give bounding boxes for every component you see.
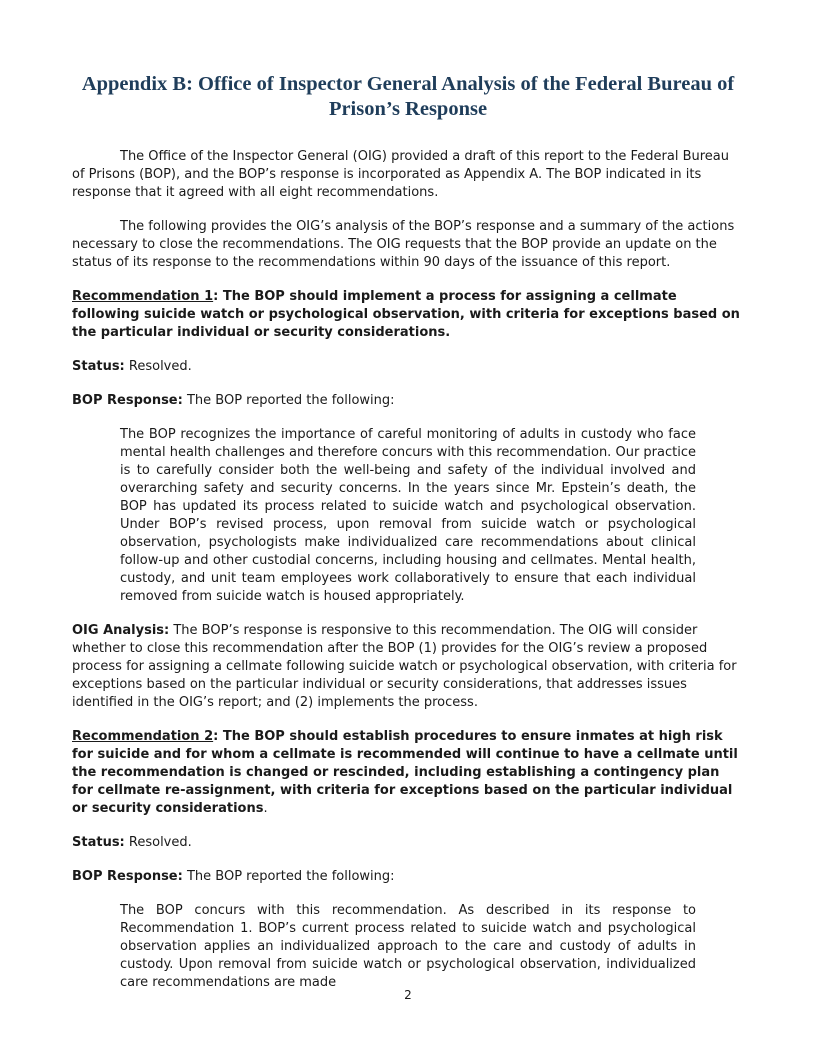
document-page [72,72,744,1008]
recommendation-1-text: : The BOP should implement a process for assigning a cellmate following suicide watch or psychological observation, with criteria for exceptions based on the particular individual or security considerations. [72,289,740,340]
recommendation-1-status [72,358,744,376]
recommendation-1-label: Recommendation 1 [72,289,214,304]
status-value: Resolved. [124,359,192,374]
recommendation-2-bop-quote: The BOP concurs with this recommendation. As described in its response to Recommendation 1. BOP’s current process related to suicide watch and psychological observation applies an individualized approach to the care and custody of adults in custody. Upon removal from suicide watch or psychological observation, individualized care recommendations are made [120,903,696,990]
recommendation-1-heading [72,288,744,342]
intro-paragraph-2: The following provides the OIG’s analysis of the BOP’s response and a summary of the actions necessary to close the recommendations. The OIG requests that the BOP provide an update on the status of its response to the recommendations within 90 days of the issuance of this report. [72,219,735,270]
page-title: Appendix B: Office of Inspector General Analysis of the Federal Bureau of Prison’s Response [81,73,735,120]
bop-response-label: BOP Response: [72,869,183,884]
recommendation-1-bop-response [72,392,744,410]
recommendation-2-heading [72,728,744,818]
page-number: 2 [404,988,412,1002]
bop-response-text: The BOP reported the following: [182,869,395,884]
bop-response-label: BOP Response: [72,393,183,408]
oig-analysis-label: OIG Analysis: [72,623,170,638]
status-value: Resolved. [124,835,192,850]
recommendation-1-bop-quote: The BOP recognizes the importance of careful monitoring of adults in custody who face mental health challenges and therefore concurs with this recommendation. Our practice is to carefully consider both the well-being and safety of the individual involved and overarching safety and security concerns. In the years since Mr. Epstein’s death, the BOP has updated its process related to suicide watch and psychological observation. Under BOP’s revised process, upon removal from suicide watch or psychological observation, psychologists make individualized care recommendations about clinical follow-up and other custodial concerns, including housing and cellmates. Mental health, custody, and unit team employees work collaboratively to ensure that each individual removed from suicide watch is housed appropriately. [120,427,696,604]
recommendation-1-oig-analysis [72,622,744,712]
intro-paragraph-1: The Office of the Inspector General (OIG) provided a draft of this report to the Federal Bureau of Prisons (BOP), and the BOP’s response is incorporated as Appendix A. The BOP indicated in its response that it agreed with all eight recommendations. [72,149,730,200]
bop-response-text: The BOP reported the following: [182,393,395,408]
recommendation-2-bop-response [72,868,744,886]
oig-analysis-text: The BOP’s response is responsive to this recommendation. The OIG will consider whether to close this recommendation after the BOP (1) provides for the OIG’s review a proposed process for assigning a cellmate following suicide watch or psychological observation, with criteria for exceptions based on the particular individual or security considerations, that addresses issues identified in the OIG’s report; and (2) implements the process. [72,623,737,710]
status-label: Status: [72,835,125,850]
status-label: Status: [72,359,125,374]
recommendation-2-label: Recommendation 2 [72,729,214,744]
recommendation-2-text: : The BOP should establish procedures to ensure inmates at high risk for suicide and for whom a cellmate is recommended will continue to have a cellmate until the recommendation is changed or rescinded, including establishing a contingency plan for cellmate re-assignment, with criteria for exceptions based on the particular individual or security considerations [72,729,738,816]
recommendation-2-status [72,834,744,852]
recommendation-2-period: . [263,801,268,816]
